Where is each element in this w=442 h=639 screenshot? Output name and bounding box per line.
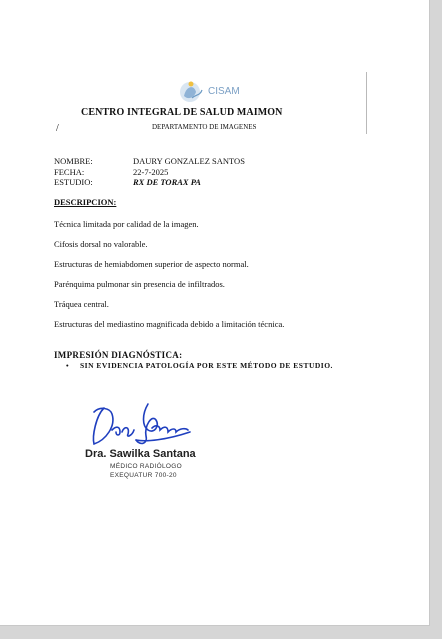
handwritten-signature [86, 396, 196, 450]
doctor-name: Dra. Sawilka Santana [85, 448, 196, 460]
impression-item-text: SIN EVIDENCIA PATOLOGÍA POR ESTE MÉTODO DE ESTUDIO. [80, 361, 333, 370]
description-line: Técnica limitada por calidad de la imagen. [54, 219, 199, 229]
description-line: Parénquima pulmonar sin presencia de infiltrados. [54, 279, 225, 289]
doctor-role: MÉDICO RADIÓLOGO [110, 463, 182, 470]
description-line: Tráquea central. [54, 299, 109, 309]
bullet-icon: • [66, 361, 70, 370]
study-label: ESTUDIO: [54, 177, 93, 187]
text-cursor-mark: / [56, 123, 59, 134]
logo-wordmark: CISAM [208, 86, 240, 97]
impression-item [66, 361, 333, 370]
header-divider [366, 72, 367, 134]
description-line: Cifosis dorsal no valorable. [54, 239, 148, 249]
name-value: DAURY GONZALEZ SANTOS [133, 156, 245, 166]
center-name: CENTRO INTEGRAL DE SALUD MAIMON [81, 107, 283, 118]
date-label: FECHA: [54, 167, 85, 177]
description-line: Estructuras de hemiabdomen superior de aspecto normal. [54, 259, 249, 269]
impression-heading: IMPRESIÓN DIAGNÓSTICA: [54, 350, 183, 360]
doctor-license: EXEQUATUR 700-20 [110, 472, 177, 479]
date-value: 22-7-2025 [133, 167, 169, 177]
description-heading: DESCRIPCION: [54, 197, 117, 207]
name-label: NOMBRE: [54, 156, 93, 166]
description-line: Estructuras del mediastino magnificada debido a limitación técnica. [54, 319, 285, 329]
department-name: DEPARTAMENTO DE IMAGENES [152, 123, 257, 131]
study-value: RX DE TORAX PA [133, 177, 201, 187]
